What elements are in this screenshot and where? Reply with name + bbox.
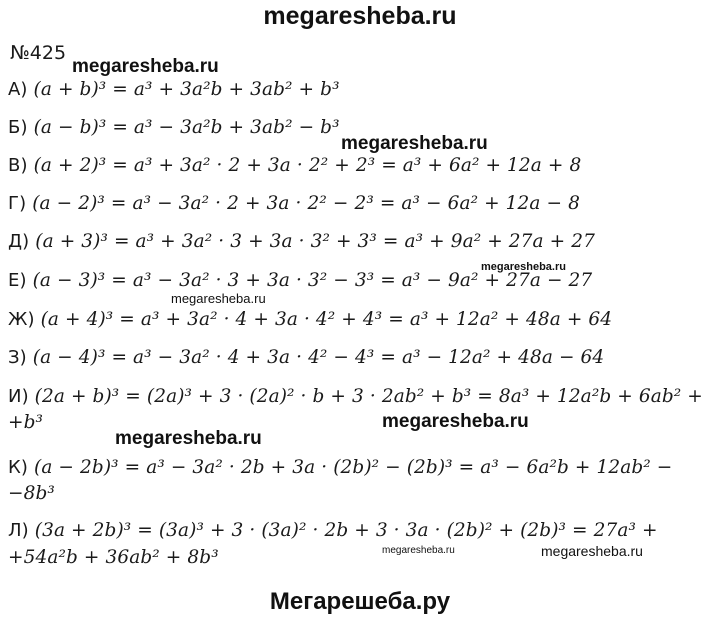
formula-continuation [8,547,219,568]
formula-expression: (a − 4)³ = a³ − 3a² · 4 + 3a · 4² − 4³ = a³ − 12a² + 48a − 64 [32,347,605,368]
formula-line [8,231,595,252]
watermark: megaresheba.ru [382,545,455,556]
watermark: megaresheba.ru [481,261,566,273]
formula-expression: (2a + b)³ = (2a)³ + 3 · (2a)² · b + 3 · 2ab² + b³ = 8a³ + 12a²b + 6ab² + [34,386,703,407]
item-label: Е) [8,270,27,291]
formula-expression: +54a²b + 36ab² + 8b³ [8,547,219,568]
item-label: А) [8,79,28,100]
task-number: №425 [10,42,67,64]
watermark: megaresheba.ru [72,56,219,77]
item-label: Г) [8,193,27,214]
item-label: Ж) [8,309,35,330]
formula-line [8,386,703,407]
formula-expression: (a + 3)³ = a³ + 3a² · 3 + 3a · 3² + 3³ = a³ + 9a² + 27a + 27 [35,231,595,252]
item-label: К) [8,457,29,478]
watermark: megaresheba.ru [115,428,262,449]
site-header-watermark: megaresheba.ru [263,2,457,30]
formula-expression: (a − b)³ = a³ − 3a²b + 3ab² − b³ [33,117,340,138]
formula-expression: (a + 2)³ = a³ + 3a² · 2 + 3a · 2² + 2³ = a³ + 6a² + 12a + 8 [33,155,582,176]
formula-line [8,270,592,291]
formula-expression: (a + b)³ = a³ + 3a²b + 3ab² + b³ [33,79,340,100]
formula-line [8,457,672,478]
item-label: Л) [8,520,29,541]
formula-line [8,79,340,100]
formula-continuation [8,412,43,433]
item-label: Б) [8,117,28,138]
item-label: З) [8,347,27,368]
item-label: И) [8,386,29,407]
formula-line [8,155,581,176]
formula-expression: (a − 3)³ = a³ − 3a² · 3 + 3a · 3² − 3³ = a³ − 9a² + 27a − 27 [32,270,593,291]
watermark: megaresheba.ru [382,411,529,432]
formula-line [8,117,340,138]
footer-brand: Мегарешеба.ру [269,588,451,615]
watermark: megaresheba.ru [171,291,266,306]
formula-expression: (3a + 2b)³ = (3a)³ + 3 · (3a)² · 2b + 3 · 3a · (2b)² + (2b)³ = 27a³ + [34,520,658,541]
formula-expression: (a − 2b)³ = a³ − 3a² · 2b + 3a · (2b)² − (2b)³ = a³ − 6a²b + 12ab² − [34,457,673,478]
formula-expression: −8b³ [8,483,55,504]
item-label: Д) [8,231,30,252]
formula-line [8,520,658,541]
formula-line [8,193,580,214]
formula-expression: +b³ [8,412,44,433]
formula-line [8,309,612,330]
formula-expression: (a + 4)³ = a³ + 3a² · 4 + 3a · 4² + 4³ = a³ + 12a² + 48a + 64 [40,309,613,330]
watermark: megaresheba.ru [541,543,643,559]
formula-expression: (a − 2)³ = a³ − 3a² · 2 + 3a · 2² − 2³ = a³ − 6a² + 12a − 8 [32,193,580,214]
item-label: В) [8,155,28,176]
watermark: megaresheba.ru [341,133,488,154]
formula-line [8,347,604,368]
formula-continuation [8,483,55,504]
